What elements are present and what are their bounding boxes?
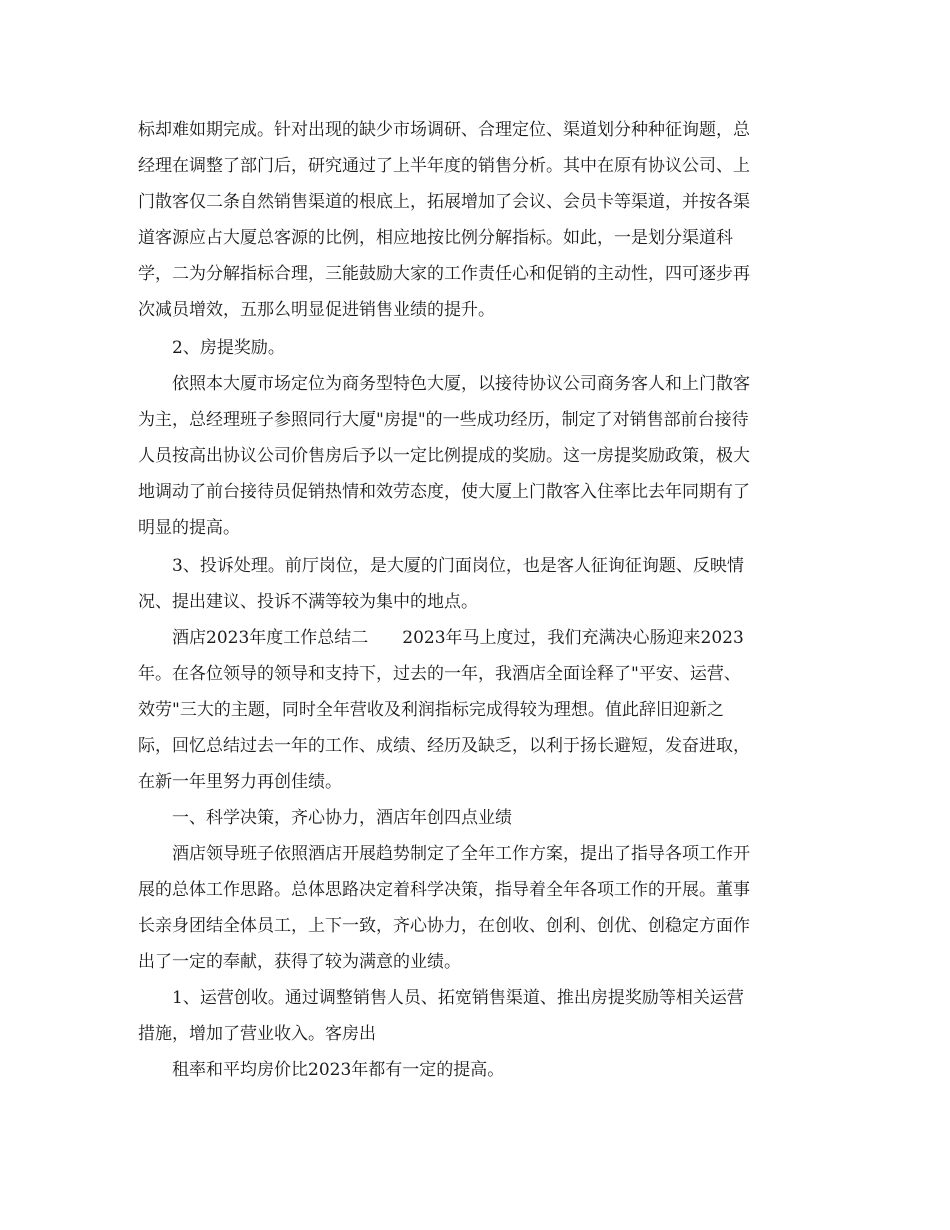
text-line: 次减员增效，五那么明显促进销售业绩的提升。: [138, 300, 495, 320]
text-line: 际，回忆总结过去一年的工作、成绩、经历及缺乏，以利于扬长避短，发奋进取，: [138, 736, 750, 756]
text-line: 3、投诉处理。前厅岗位，是大厦的门面岗位，也是客人征询征询题、反映情: [172, 556, 744, 576]
text-line: 措施，增加了营业收入。客房出: [138, 1024, 376, 1044]
text-line: 1、运营创收。通过调整销售人员、拓宽销售渠道、推出房提奖励等相关运营: [172, 988, 744, 1008]
text-line: 人员按高出协议公司价售房后予以一定比例提成的奖励。这一房提奖励政策，极大: [138, 446, 750, 466]
section-heading: 2、房提奖励。: [172, 338, 285, 358]
text-line: 租率和平均房价比2023年都有一定的提高。: [172, 1060, 505, 1080]
text-line: 标却难如期完成。针对出现的缺少市场调研、合理定位、渠道划分种种征询题，总: [138, 120, 750, 140]
text-line: 况、提出建议、投诉不满等较为集中的地点。: [138, 592, 478, 612]
text-line: 道客源应占大厦总客源的比例，相应地按比例分解指标。如此，一是划分渠道科: [138, 228, 733, 248]
text-line: 依照本大厦市场定位为商务型特色大厦，以接待协议公司商务客人和上门散客: [172, 374, 750, 394]
text-line: 年。在各位领导的领导和支持下，过去的一年，我酒店全面诠释了"平安、运营、: [138, 664, 741, 684]
text-line: 学，二为分解指标合理，三能鼓励大家的工作责任心和促销的主动性，四可逐步再: [138, 264, 750, 284]
text-line: 酒店2023年度工作总结二 2023年马上度过，我们充满决心肠迎来2023: [172, 628, 744, 648]
text-line: 地调动了前台接待员促销热情和效劳态度，使大厦上门散客入住率比去年同期有了: [138, 482, 750, 502]
text-line: 经理在调整了部门后，研究通过了上半年度的销售分析。其中在原有协议公司、上: [138, 156, 750, 176]
section-heading: 一、科学决策，齐心协力，酒店年创四点业绩: [172, 808, 512, 828]
text-line: 门散客仅二条自然销售渠道的根底上，拓展增加了会议、会员卡等渠道，并按各渠: [138, 192, 750, 212]
text-line: 为主，总经理班子参照同行大厦"房提"的一些成功经历，制定了对销售部前台接待: [138, 410, 749, 430]
text-line: 在新一年里努力再创佳绩。: [138, 772, 342, 792]
text-line: 酒店领导班子依照酒店开展趋势制定了全年工作方案，提出了指导各项工作开: [172, 844, 750, 864]
text-line: 出了一定的奉献，获得了较为满意的业绩。: [138, 952, 461, 972]
text-line: 展的总体工作思路。总体思路决定着科学决策，指导着全年各项工作的开展。董事: [138, 880, 750, 900]
text-line: 长亲身团结全体员工，上下一致，齐心协力，在创收、创利、创优、创稳定方面作: [138, 916, 750, 936]
text-line: 效劳"三大的主题，同时全年营收及利润指标完成得较为理想。值此辞旧迎新之: [138, 700, 724, 720]
text-line: 明显的提高。: [138, 518, 240, 538]
